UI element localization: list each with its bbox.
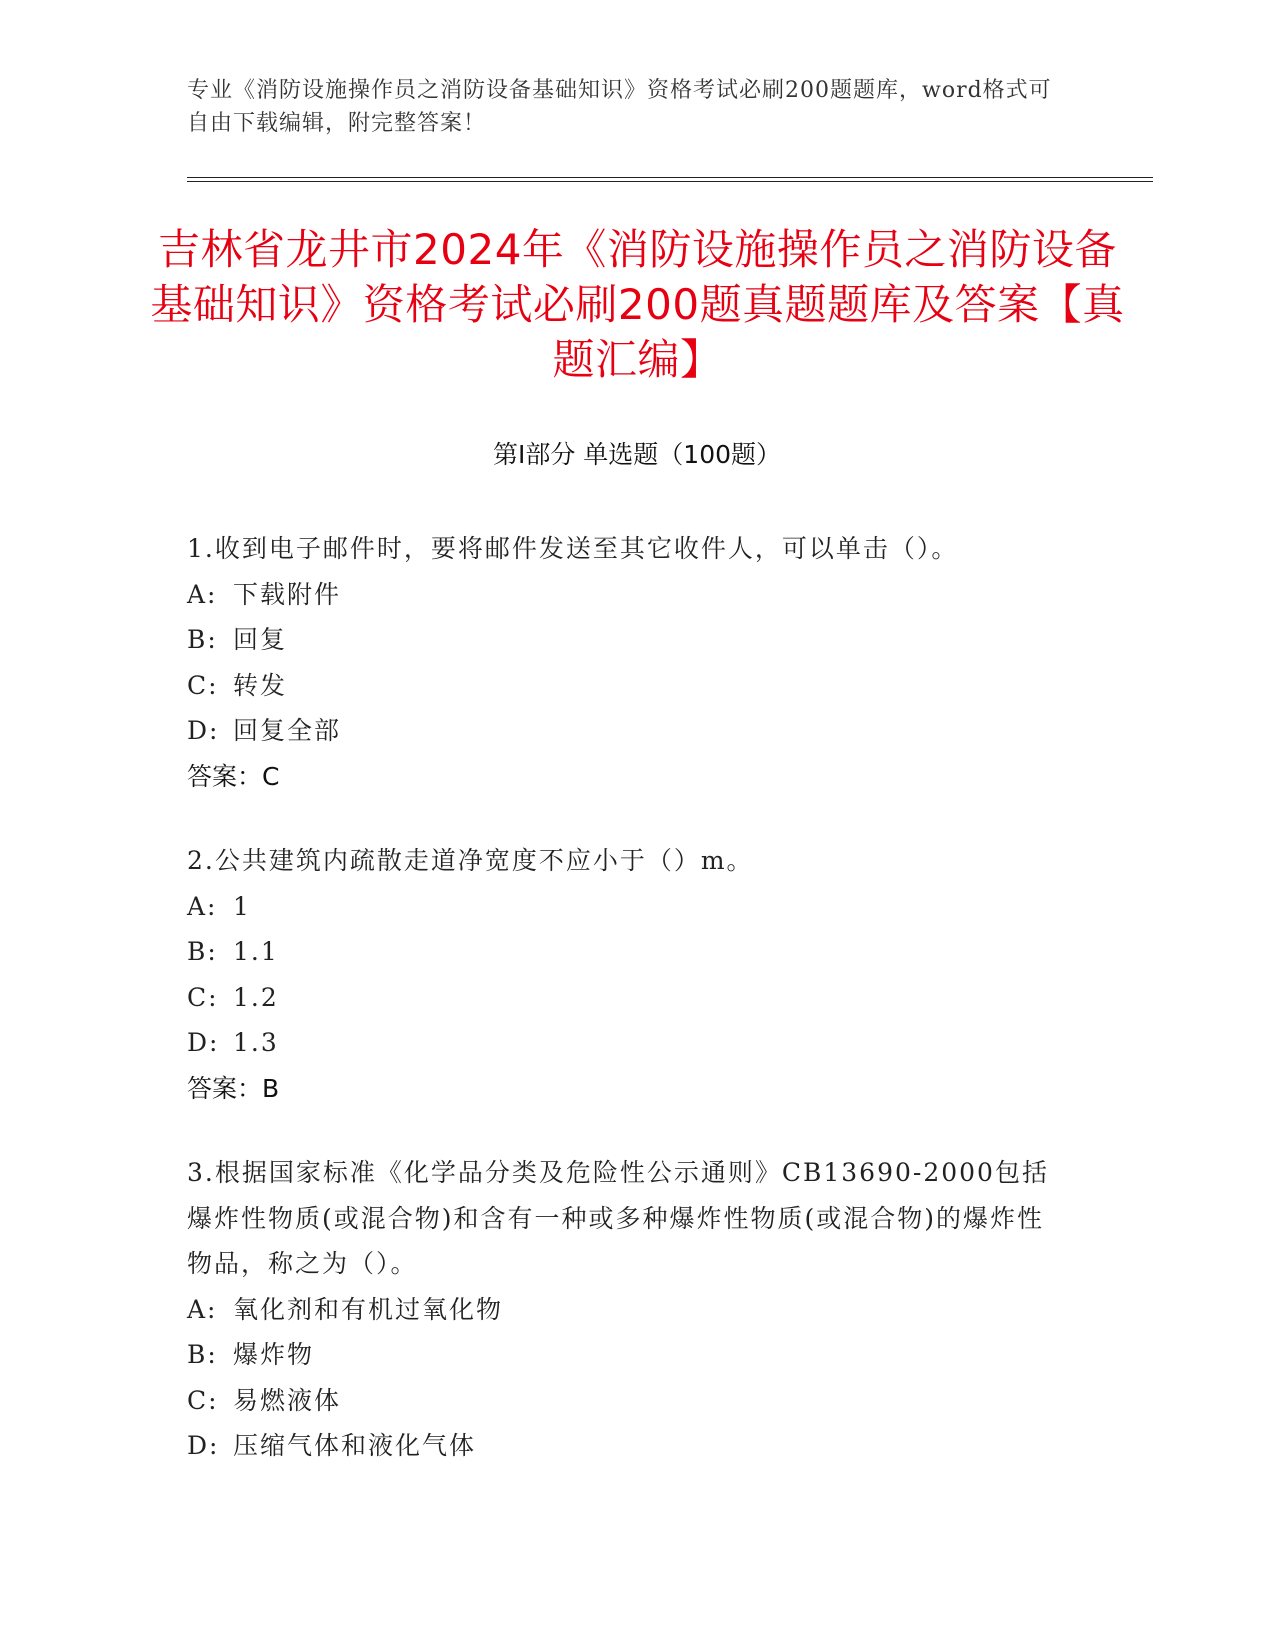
option-text: 回复 [233, 625, 288, 654]
question-stem: 1.收到电子邮件时，要将邮件发送至其它收件人，可以单击（）。 [187, 534, 959, 563]
option-letter: D: [187, 1028, 220, 1057]
question-3 [187, 1150, 1067, 1469]
answer-line: 答案：C [187, 761, 280, 791]
option-d [187, 1423, 1067, 1469]
option-text: 1.2 [233, 982, 279, 1012]
option-letter: B: [187, 937, 218, 966]
option-a [187, 884, 1067, 930]
document-title: 吉林省龙井市2024年《消防设施操作员之消防设备基础知识》资格考试必刷200题真题题库及答案【真题汇编】 [150, 225, 1125, 384]
question-1 [187, 526, 1067, 799]
option-b [187, 1332, 1067, 1378]
option-text: 1 [233, 891, 251, 921]
option-c [187, 1378, 1067, 1424]
header-divider-bottom [187, 181, 1153, 182]
option-letter: A: [187, 579, 218, 609]
option-letter: D: [187, 1431, 220, 1460]
option-text: 回复全部 [233, 716, 342, 745]
header-divider-top [187, 177, 1153, 178]
option-b [187, 617, 1067, 663]
question-stem: 3.根据国家标准《化学品分类及危险性公示通则》CB13690-2000包括爆炸性物质(或混合物)和含有一种或多种爆炸性物质(或混合物)的爆炸性物品，称之为（）。 [187, 1158, 1049, 1278]
option-text: 下载附件 [233, 579, 342, 609]
answer-line: 答案：B [187, 1073, 280, 1103]
option-letter: C: [187, 1385, 219, 1415]
option-text: 氧化剂和有机过氧化物 [233, 1294, 504, 1324]
option-d [187, 1020, 1067, 1066]
option-letter: B: [187, 1340, 218, 1369]
option-letter: A: [187, 1294, 218, 1324]
option-text: 压缩气体和液化气体 [233, 1431, 477, 1460]
option-letter: B: [187, 625, 218, 654]
option-b [187, 929, 1067, 975]
option-text: 1.3 [233, 1028, 279, 1057]
question-stem: 2.公共建筑内疏散走道净宽度不应小于（）m。 [187, 846, 754, 875]
option-a [187, 1287, 1067, 1333]
option-a [187, 572, 1067, 618]
option-c [187, 975, 1067, 1021]
option-letter: C: [187, 670, 219, 700]
option-text: 1.1 [233, 937, 279, 966]
question-2 [187, 838, 1067, 1111]
header-note: 专业《消防设施操作员之消防设备基础知识》资格考试必刷200题题库，word格式可自由下载编辑，附完整答案！ [187, 78, 1052, 136]
option-text: 易燃液体 [233, 1385, 342, 1415]
option-text: 转发 [233, 670, 288, 700]
option-c [187, 663, 1067, 709]
option-letter: C: [187, 982, 219, 1012]
option-letter: A: [187, 891, 218, 921]
option-text: 爆炸物 [233, 1340, 315, 1369]
question-list [187, 526, 1067, 1508]
option-letter: D: [187, 716, 220, 745]
section-heading: 第Ⅰ部分 单选题（100题） [492, 440, 782, 469]
option-d [187, 708, 1067, 754]
